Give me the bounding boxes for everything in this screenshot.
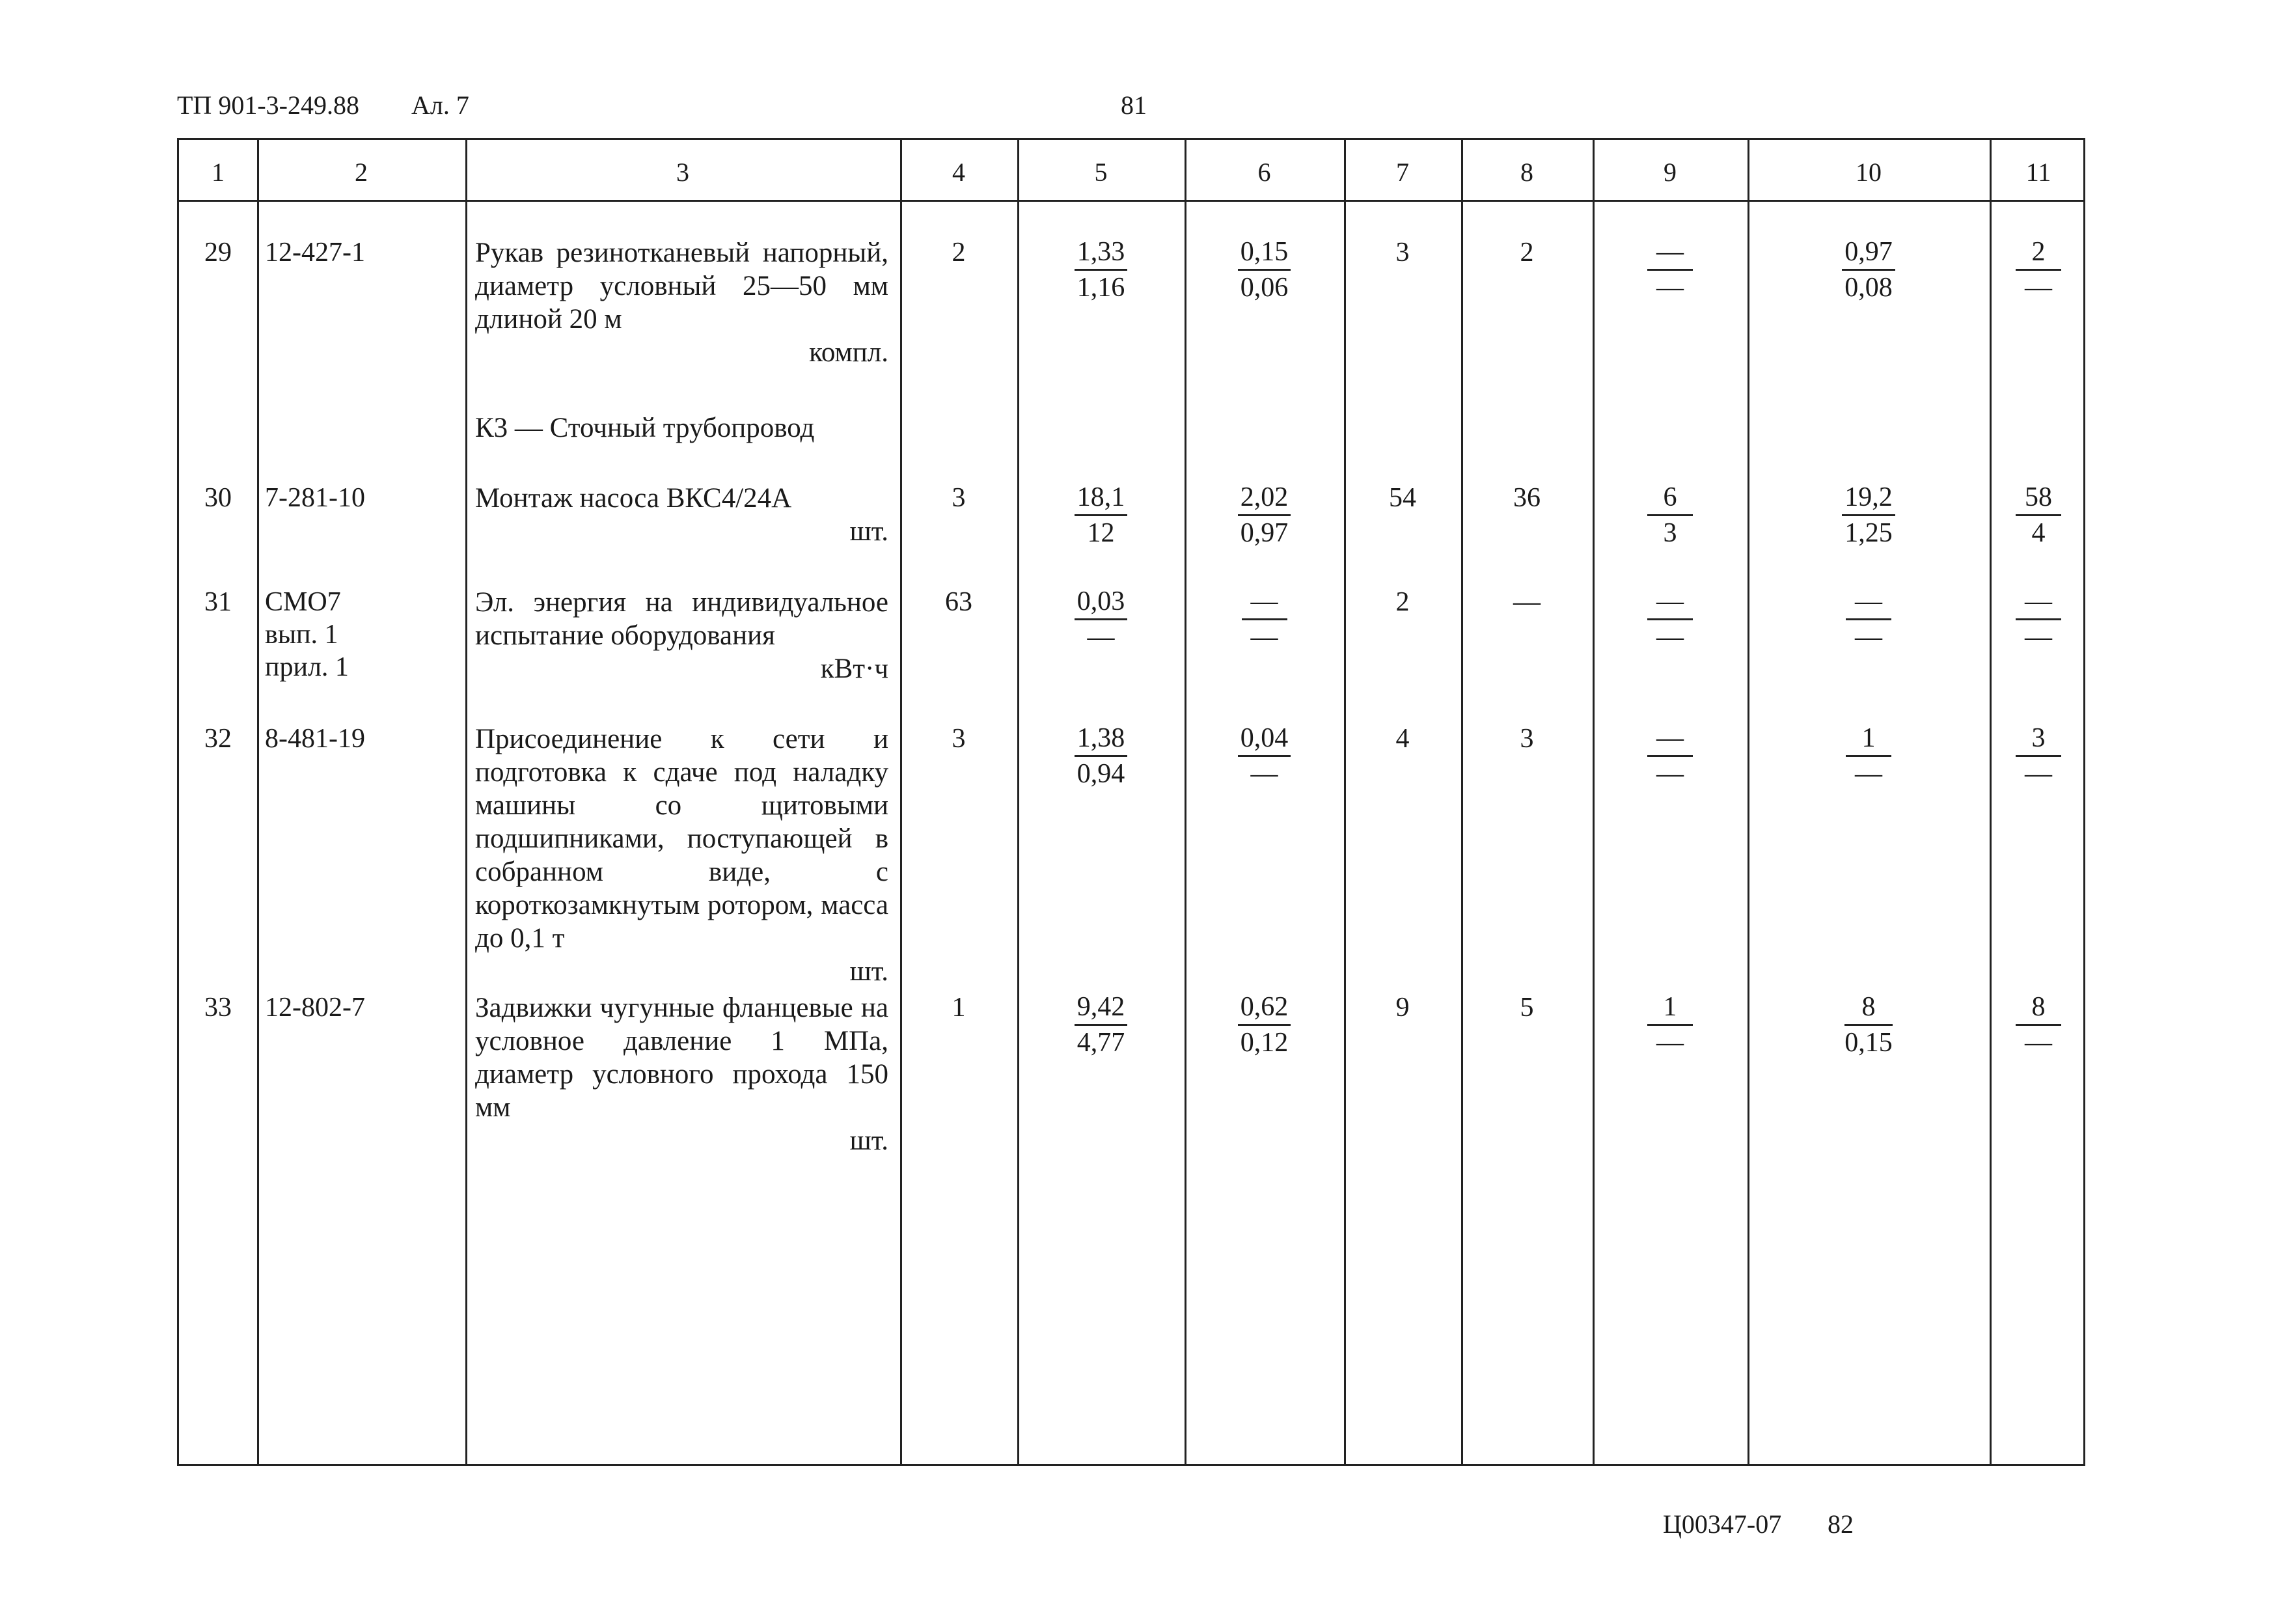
column-divider [1990, 140, 1992, 1464]
col7-value: 54 [1389, 483, 1416, 513]
fraction-denominator: — [1656, 1028, 1684, 1058]
fraction-denominator: — [1855, 622, 1882, 652]
column-number: 1 [212, 158, 225, 187]
col11-value [1990, 586, 2087, 654]
rate-code-line: вып. 1 [265, 620, 338, 650]
fraction-numerator: 0,97 [1842, 236, 1895, 271]
column-number: 6 [1257, 158, 1271, 187]
column-divider [1185, 140, 1186, 1464]
col6-value [1185, 236, 1344, 304]
fraction-numerator: 8 [2016, 991, 2061, 1026]
fraction-numerator: — [1647, 586, 1693, 620]
fraction-denominator: 0,08 [1844, 273, 1893, 303]
quantity: 3 [952, 724, 966, 754]
fraction-denominator: 0,06 [1240, 273, 1289, 303]
quantity: 2 [952, 238, 966, 268]
fraction-numerator: 2,02 [1238, 482, 1291, 516]
fraction-numerator: 0,62 [1238, 991, 1291, 1026]
col11-value [1990, 991, 2087, 1059]
col10-value [1748, 991, 1990, 1059]
col6-value [1185, 586, 1344, 654]
work-description [475, 586, 888, 685]
fraction-denominator: 3 [1663, 518, 1677, 548]
fraction-numerator: — [1846, 586, 1891, 620]
rate-code [265, 723, 460, 755]
work-description [475, 723, 888, 988]
fraction-numerator: 58 [2016, 482, 2061, 516]
fraction-numerator: — [1242, 586, 1287, 620]
col10-value [1748, 236, 1990, 304]
fraction-denominator: 4,77 [1076, 1028, 1125, 1058]
unit-of-measure: шт. [849, 516, 888, 547]
column-number: 3 [676, 158, 689, 187]
section-title: К3 — Сточный трубопровод [475, 413, 815, 443]
col10-value [1748, 723, 1990, 790]
unit-of-measure: шт. [849, 1125, 888, 1156]
col10-value [1748, 586, 1990, 654]
column-divider [257, 140, 259, 1464]
fraction-numerator: 1,38 [1075, 723, 1128, 757]
unit-of-measure: компл. [809, 337, 888, 368]
fraction-numerator: 0,15 [1238, 236, 1291, 271]
column-divider [1461, 140, 1463, 1464]
fraction-denominator: — [1855, 759, 1882, 789]
fraction-denominator: 12 [1087, 518, 1115, 548]
footer-code: Ц00347-07 [1663, 1509, 1782, 1539]
rate-code-line: 12-427-1 [265, 238, 365, 268]
col5-value [1017, 236, 1185, 304]
col8-value: — [1513, 587, 1541, 617]
description-text: Задвижки чугунные фланцевые на условное давление 1 МПа, диаметр условного прохода 150 мм [475, 993, 888, 1123]
fraction-denominator: — [1250, 759, 1278, 789]
rate-code-line: 12-802-7 [265, 993, 365, 1023]
rate-code-line: СМО7 [265, 587, 341, 617]
column-number: 2 [355, 158, 368, 187]
fraction-numerator: 18,1 [1075, 482, 1128, 516]
estimate-table [177, 138, 2085, 1466]
description-text: Монтаж насоса ВКС4/24А [475, 483, 792, 514]
quantity: 63 [945, 587, 972, 617]
fraction-denominator: — [1656, 759, 1684, 789]
col7-value: 4 [1395, 724, 1410, 754]
fraction-numerator: 0,03 [1075, 586, 1128, 620]
work-description [475, 482, 888, 548]
fraction-denominator: 1,25 [1844, 518, 1893, 548]
fraction-numerator: — [1647, 236, 1693, 271]
col7-value: 9 [1395, 993, 1410, 1023]
row-number: 32 [204, 724, 232, 754]
fraction-denominator: — [1250, 622, 1278, 652]
column-number: 8 [1520, 158, 1533, 187]
column-number: 4 [952, 158, 965, 187]
fraction-numerator: 9,42 [1075, 991, 1128, 1026]
work-description [475, 991, 888, 1157]
footer-page: 82 [1828, 1509, 1854, 1539]
column-divider [1748, 140, 1749, 1464]
rate-code-line: 8-481-19 [265, 724, 365, 754]
col9-value [1593, 236, 1748, 304]
fraction-denominator: 0,12 [1240, 1028, 1289, 1058]
row-number: 31 [204, 587, 232, 617]
fraction-denominator: 0,97 [1240, 518, 1289, 548]
column-number: 9 [1664, 158, 1677, 187]
fraction-denominator: — [1656, 622, 1684, 652]
col7-value: 3 [1395, 238, 1410, 268]
row-number: 29 [204, 238, 232, 268]
fraction-denominator: 0,15 [1844, 1028, 1893, 1058]
column-divider [900, 140, 902, 1464]
col9-value [1593, 723, 1748, 790]
col5-value [1017, 991, 1185, 1059]
unit-of-measure: шт. [849, 956, 888, 987]
col11-value [1990, 236, 2087, 304]
header-divider [179, 200, 2083, 202]
col5-value [1017, 482, 1185, 549]
fraction-denominator: — [2025, 1028, 2052, 1058]
fraction-denominator: 1,16 [1076, 273, 1125, 303]
col9-value [1593, 991, 1748, 1059]
col7-value: 2 [1395, 587, 1410, 617]
col11-value [1990, 723, 2087, 790]
description-text: Присоединение к сети и подготовка к сдаче под наладку машины со щитовыми подшипниками, поступающей в собранном виде, с короткозамкнутым ротором, масса до 0,1 т [475, 724, 888, 954]
fraction-numerator: 0,04 [1238, 723, 1291, 757]
fraction-numerator: — [2016, 586, 2061, 620]
fraction-denominator: 0,94 [1076, 759, 1125, 789]
row-number: 30 [204, 483, 232, 513]
col8-value: 3 [1520, 724, 1534, 754]
fraction-numerator: 3 [2016, 723, 2061, 757]
rate-code-line: прил. 1 [265, 652, 349, 682]
fraction-denominator: — [2025, 759, 2052, 789]
rate-code [265, 482, 460, 514]
column-number: 5 [1094, 158, 1108, 187]
col9-value [1593, 482, 1748, 549]
col11-value [1990, 482, 2087, 549]
fraction-numerator: 2 [2016, 236, 2061, 271]
column-divider [465, 140, 467, 1464]
col5-value [1017, 723, 1185, 790]
fraction-denominator: 4 [2031, 518, 2046, 548]
fraction-numerator: 1 [1647, 991, 1693, 1026]
page-number: 81 [1121, 90, 1147, 120]
fraction-numerator: — [1647, 723, 1693, 757]
fraction-numerator: 6 [1647, 482, 1693, 516]
description-text: Рукав резинотканевый напорный, диаметр условный 25—50 мм длиной 20 м [475, 238, 888, 335]
doc-code: ТП 901-3-249.88 [177, 90, 359, 120]
column-divider [1344, 140, 1346, 1464]
description-text: Эл. энергия на индивидуальное испытание оборудования [475, 587, 888, 651]
column-divider [1593, 140, 1595, 1464]
quantity: 1 [952, 993, 966, 1023]
fraction-denominator: — [2025, 273, 2052, 303]
col6-value [1185, 991, 1344, 1059]
col9-value [1593, 586, 1748, 654]
col8-value: 2 [1520, 238, 1534, 268]
fraction-numerator: 1,33 [1075, 236, 1128, 271]
unit-of-measure: кВт·ч [820, 654, 888, 684]
rate-code-line: 7-281-10 [265, 483, 365, 513]
fraction-denominator: — [1656, 273, 1684, 303]
rate-code [265, 236, 460, 269]
column-number: 11 [2025, 158, 2051, 187]
column-number: 10 [1856, 158, 1882, 187]
fraction-numerator: 19,2 [1842, 482, 1895, 516]
col8-value: 36 [1513, 483, 1541, 513]
col10-value [1748, 482, 1990, 549]
fraction-denominator: — [2025, 622, 2052, 652]
row-number: 33 [204, 993, 232, 1023]
fraction-denominator: — [1087, 622, 1115, 652]
col5-value [1017, 586, 1185, 654]
quantity: 3 [952, 483, 966, 513]
col8-value: 5 [1520, 993, 1534, 1023]
col6-value [1185, 723, 1344, 790]
album-label: Ал. 7 [411, 90, 469, 120]
rate-code [265, 991, 460, 1024]
column-divider [1017, 140, 1019, 1464]
col6-value [1185, 482, 1344, 549]
fraction-numerator: 8 [1844, 991, 1893, 1026]
fraction-numerator: 1 [1846, 723, 1891, 757]
column-number: 7 [1396, 158, 1409, 187]
rate-code [265, 586, 460, 683]
work-description [475, 236, 888, 369]
